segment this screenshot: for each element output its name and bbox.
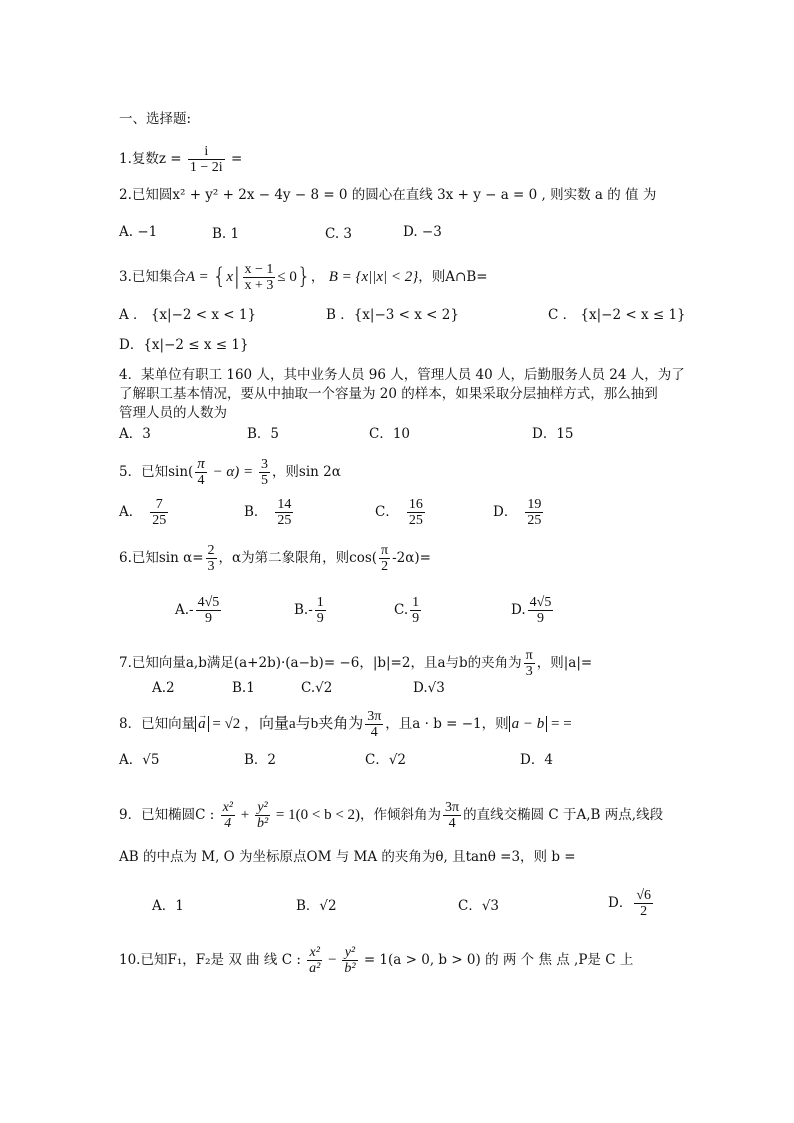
q5-pi: π: [197, 456, 205, 472]
q5-fraction-35: [259, 457, 270, 488]
q6-a-fraction: [196, 595, 222, 626]
q7-prefix: 7.已知向量a,b满足(a+2b)·(a−b)= −6，|b|=2，且a与b的夹角为: [119, 655, 522, 671]
q4-line-3: 管理人员的人数为: [119, 405, 227, 421]
q4-option-c: C．10: [369, 426, 411, 442]
q8-num: 3π: [367, 709, 382, 724]
question-8: [119, 709, 572, 740]
q5-prefix: 5．已知sin(: [119, 464, 194, 480]
q3-seta-x: x: [226, 269, 234, 285]
q5-a-num: 7: [150, 497, 168, 513]
q6-d-label: D.: [511, 602, 526, 618]
q6-suffix: -2α)=: [392, 550, 431, 566]
q6-d-num: 4√5: [529, 595, 552, 610]
question-9: [119, 800, 663, 831]
q1-end: =: [226, 151, 243, 167]
q3-right-brace: }: [296, 264, 311, 290]
q8-suffix: = =: [547, 716, 572, 732]
q5-b-fraction: [275, 497, 293, 528]
q3-left-brace: {: [212, 264, 227, 290]
q3-seta-label: A =: [185, 269, 213, 285]
q3-seta-fraction: [243, 262, 276, 293]
q6-d-den: 9: [536, 611, 544, 626]
q3-option-c: C ． {x|−2 < x ≤ 1}: [548, 307, 686, 323]
q5-c-num: 16: [408, 497, 423, 512]
q5-option-a: [119, 497, 170, 528]
q6-b-num: 1: [316, 595, 324, 610]
q4-option-a: A．3: [119, 426, 151, 442]
q6-fraction-pi2: [379, 543, 390, 574]
q9-mid: ，作倾斜角为: [360, 807, 442, 823]
q5-d-num: 19: [527, 497, 542, 512]
q6-c-den: 9: [412, 611, 420, 626]
q5-a-fraction: [150, 497, 168, 528]
q8-eq: = √2 ，向量a与b夹角为: [208, 716, 364, 732]
q9-x2: x²: [222, 800, 233, 815]
q5-c-label: C．: [375, 504, 399, 520]
q8-option-b: B．2: [244, 752, 277, 768]
q10-suffix: = 1(a > 0, b > 0) 的 两 个 焦 点 ,P是 C 上: [359, 952, 634, 968]
q3-prefix: 3.已知集合: [119, 269, 186, 285]
q5-b-num: 14: [277, 497, 292, 512]
q6-three: 3: [207, 559, 215, 574]
q10-fraction-x: [307, 945, 322, 976]
q9-d-den: 2: [640, 904, 648, 919]
section-heading: 一、选择题:: [119, 111, 192, 127]
q9-b2: b²: [256, 816, 269, 831]
q7-option-d: D.√3: [413, 680, 445, 696]
q2-option-d: D. −3: [403, 224, 442, 240]
q10-x2: x²: [307, 945, 322, 961]
q9-plus: +: [236, 807, 253, 823]
q8-option-c: C．√2: [365, 752, 407, 768]
q3-suffix: ，则A∩B=: [418, 269, 488, 285]
q5-c-fraction: [407, 497, 425, 528]
q6-b-fraction: [315, 595, 326, 626]
q6-c-label: C.: [394, 602, 409, 618]
q5-d-den: 25: [527, 513, 542, 528]
q5-a-den: 25: [152, 513, 167, 528]
q9-d-num: √6: [636, 888, 652, 903]
q9-fraction-y: [255, 800, 270, 831]
q6-a-label: A.-: [175, 602, 194, 618]
q8-mod-ab: a − b: [509, 716, 548, 732]
q9-option-a: A．1: [152, 898, 184, 914]
q9-option-d: [608, 888, 655, 919]
q9-four: 4: [224, 816, 232, 831]
question-5: [119, 457, 341, 488]
q3-seta-denominator: x + 3: [244, 278, 274, 293]
q5-c-den: 25: [408, 513, 423, 528]
q4-line-1: 4．某单位有职工 160 人，其中业务人员 96 人，管理人员 40 人，后勤服务人员 24 人，为了: [119, 367, 685, 383]
q8-den: 4: [370, 725, 378, 740]
q8-mod-a: [195, 716, 209, 732]
q6-option-a: [175, 595, 223, 626]
q5-five: 5: [260, 473, 268, 488]
q8-mid: ，且a · b = −1，则: [385, 716, 509, 732]
q9-num: 3π: [445, 800, 460, 815]
q6-two-b: 2: [381, 559, 389, 574]
q4-option-d: D．15: [532, 426, 574, 442]
q5-fraction-pi4: [195, 457, 207, 488]
q7-suffix: ，则|a|=: [536, 655, 593, 671]
q3-sep: ，: [310, 269, 329, 285]
q7-fraction-pi3: [524, 648, 535, 679]
q9-prefix: 9．已知椭圆C :: [119, 807, 219, 823]
q5-three: 3: [260, 457, 268, 472]
q8-vec-a: → a: [198, 715, 206, 733]
q5-suffix: ，则sin 2α: [271, 464, 341, 480]
q5-four: 4: [197, 473, 205, 488]
q6-mid: ，α为第二象限角，则cos(: [218, 550, 378, 566]
question-1: [119, 144, 242, 175]
question-2: 2.已知圆x² + y² + 2x − 4y − 8 = 0 的圆心在直线 3x + y − a = 0 , 则实数 a 的 值 为: [119, 187, 657, 203]
q9-y2: y²: [255, 800, 270, 816]
q5-minus: − α) =: [208, 464, 257, 480]
q3-seta-cond: ≤ 0: [277, 269, 297, 285]
question-10: [119, 945, 633, 976]
q5-d-fraction: [525, 497, 543, 528]
q6-option-d: [511, 595, 555, 626]
q9-tail: 的直线交椭圆 C 于A,B 两点,线段: [463, 807, 664, 823]
q10-minus: −: [324, 952, 341, 968]
q8-option-a: A．√5: [119, 752, 160, 768]
q9-fraction-x: [221, 800, 235, 831]
q9-den: 4: [448, 816, 456, 831]
question-7: [119, 648, 592, 679]
q3-option-a: A ． {x|−2 < x < 1}: [119, 307, 257, 323]
q7-option-b: B.1: [232, 680, 255, 696]
q9-option-c: C．√3: [458, 898, 500, 914]
q6-fraction-23: [206, 543, 217, 574]
q6-b-label: B.-: [294, 602, 313, 618]
q9-option-b: B．√2: [296, 898, 337, 914]
q10-a2: a²: [309, 961, 321, 976]
q2-option-c: C. 3: [325, 226, 353, 242]
question-3: [119, 262, 488, 293]
q6-c-fraction: [410, 595, 421, 626]
q4-option-b: B．5: [247, 426, 280, 442]
q2-option-b: B. 1: [212, 226, 240, 242]
q8-option-d: D．4: [520, 752, 553, 768]
q5-a-label: A．: [119, 504, 143, 520]
q1-fraction: [188, 144, 225, 175]
q10-y2: y²: [342, 945, 357, 961]
q1-text: 1.复数z =: [119, 151, 186, 167]
q5-option-c: [375, 497, 427, 528]
q7-pi: π: [525, 648, 533, 663]
q6-two: 2: [207, 543, 215, 558]
q6-c-num: 1: [412, 595, 420, 610]
q6-a-den: 9: [204, 611, 212, 626]
q3-seta-numerator: x − 1: [244, 262, 274, 277]
q9-d-label: D．: [608, 895, 633, 911]
q6-pi: π: [381, 543, 389, 558]
q1-denominator: 1 − 2i: [189, 160, 223, 175]
q5-option-b: [244, 497, 295, 528]
q3-option-d: D．{x|−2 ≤ x ≤ 1}: [119, 337, 249, 353]
q8-fraction: [365, 709, 383, 740]
q7-three: 3: [525, 664, 533, 679]
q9-cond: = 1(0 < b < 2): [272, 807, 361, 823]
q8-prefix: 8．已知向量: [119, 716, 196, 732]
q6-a-num: 4√5: [197, 595, 220, 610]
q5-option-d: [493, 497, 545, 528]
q10-b2: b²: [344, 961, 356, 976]
q10-fraction-y: [342, 945, 357, 976]
q3-option-b: B ．{x|−3 < x < 2}: [326, 307, 459, 323]
q6-b-den: 9: [316, 611, 324, 626]
question-6: [119, 543, 431, 574]
q4-line-2: 了解职工基本情况，要从中抽取一个容量为 20 的样本，如果采取分层抽样方式，那么抽到: [119, 386, 658, 402]
q5-b-den: 25: [277, 513, 292, 528]
q9-d-fraction: [634, 888, 653, 919]
q5-b-label: B．: [244, 504, 268, 520]
q6-prefix: 6.已知sin α=: [119, 550, 204, 566]
q6-option-b: [294, 595, 328, 626]
q7-option-c: C.√2: [301, 680, 333, 696]
q1-numerator: i: [188, 144, 225, 160]
q6-d-fraction: [528, 595, 554, 626]
q7-option-a: A.2: [152, 680, 175, 696]
q3-seta-bar: |: [233, 264, 241, 290]
q5-d-label: D．: [493, 504, 518, 520]
q9-fraction-angle: [443, 800, 461, 831]
q9-line-2: AB 的中点为 M, O 为坐标原点OM 与 MA 的夹角为θ, 且tanθ =3，则 b =: [119, 849, 576, 865]
q10-prefix: 10.已知F₁，F₂是 双 曲 线 C :: [119, 952, 306, 968]
q3-setb: B = {x||x| < 2}: [328, 269, 419, 285]
q2-option-a: A. −1: [119, 224, 158, 240]
q6-option-c: [394, 595, 423, 626]
